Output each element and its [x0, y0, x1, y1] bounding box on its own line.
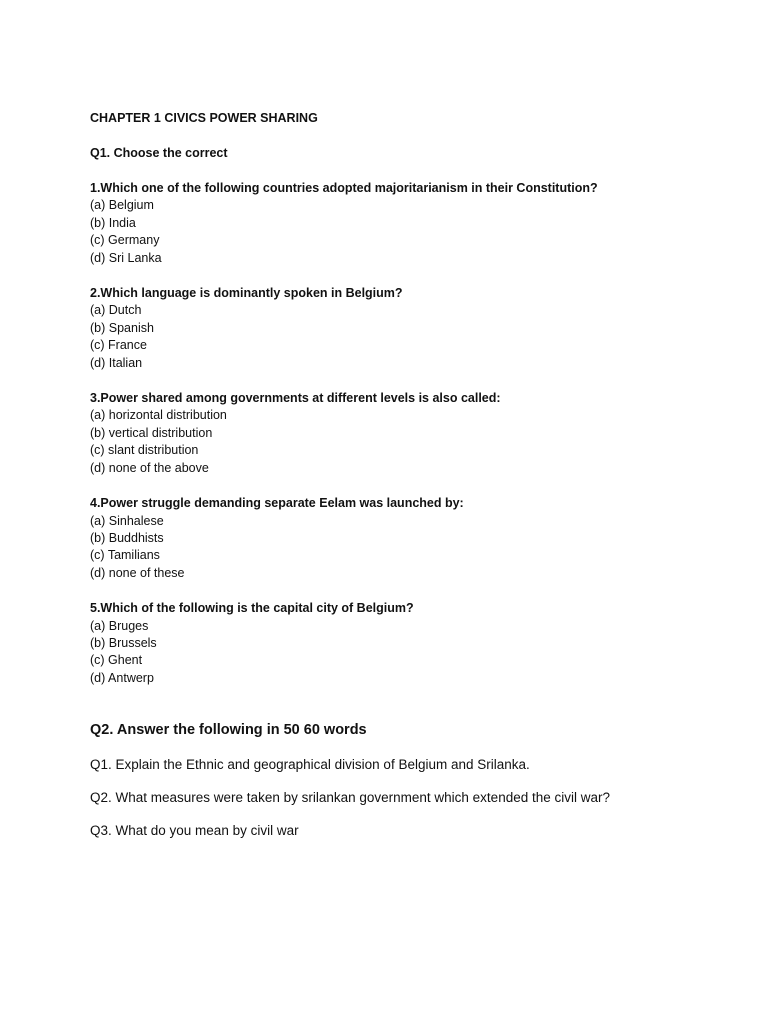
option-c: (c) Ghent: [90, 653, 143, 668]
option-a: (a) Belgium: [90, 198, 154, 213]
option-a: (a) Sinhalese: [90, 513, 164, 528]
mcq-question-1: [90, 180, 730, 267]
long-question-1: Q1. Explain the Ethnic and geographical division of Belgium and Srilanka.: [90, 757, 530, 773]
option-b: (b) India: [90, 215, 136, 230]
worksheet-page: [90, 110, 730, 840]
option-a: (a) Dutch: [90, 303, 142, 318]
option-b: (b) Buddhists: [90, 530, 164, 545]
option-a: (a) Bruges: [90, 618, 149, 633]
option-c: (c) Tamilians: [90, 548, 160, 563]
option-list: [90, 513, 730, 583]
option-d: (d) Sri Lanka: [90, 250, 162, 265]
option-list: [90, 302, 730, 372]
section1-label: Q1. Choose the correct: [90, 146, 228, 160]
chapter-title: CHAPTER 1 CIVICS POWER SHARING: [90, 111, 318, 125]
mcq-question-2: [90, 285, 730, 372]
mcq-question-3: [90, 390, 730, 477]
option-d: (d) Antwerp: [90, 670, 154, 685]
section2-heading: Q2. Answer the following in 50 60 words: [90, 722, 367, 739]
option-d: (d) Italian: [90, 355, 143, 370]
option-b: (b) Spanish: [90, 320, 154, 335]
option-b: (b) Brussels: [90, 635, 157, 650]
question-text: 4.Power struggle demanding separate Eelam was launched by:: [90, 496, 464, 511]
long-question-2: Q2. What measures were taken by srilankan government which extended the civil war?: [90, 790, 611, 806]
option-b: (b) vertical distribution: [90, 425, 213, 440]
long-question-3: Q3. What do you mean by civil war: [90, 823, 299, 839]
option-list: [90, 407, 730, 477]
mcq-question-4: [90, 495, 730, 582]
question-text: 3.Power shared among governments at different levels is also called:: [90, 391, 501, 406]
option-list: [90, 197, 730, 267]
question-text: 5.Which of the following is the capital city of Belgium?: [90, 601, 414, 616]
option-c: (c) France: [90, 338, 147, 353]
option-list: [90, 618, 730, 688]
option-d: (d) none of the above: [90, 460, 209, 475]
question-text: 2.Which language is dominantly spoken in Belgium?: [90, 286, 403, 301]
option-d: (d) none of these: [90, 565, 185, 580]
option-c: (c) Germany: [90, 233, 160, 248]
question-text: 1.Which one of the following countries adopted majoritarianism in their Constitution?: [90, 181, 598, 195]
option-a: (a) horizontal distribution: [90, 408, 227, 423]
option-c: (c) slant distribution: [90, 443, 199, 458]
mcq-question-5: [90, 600, 730, 687]
